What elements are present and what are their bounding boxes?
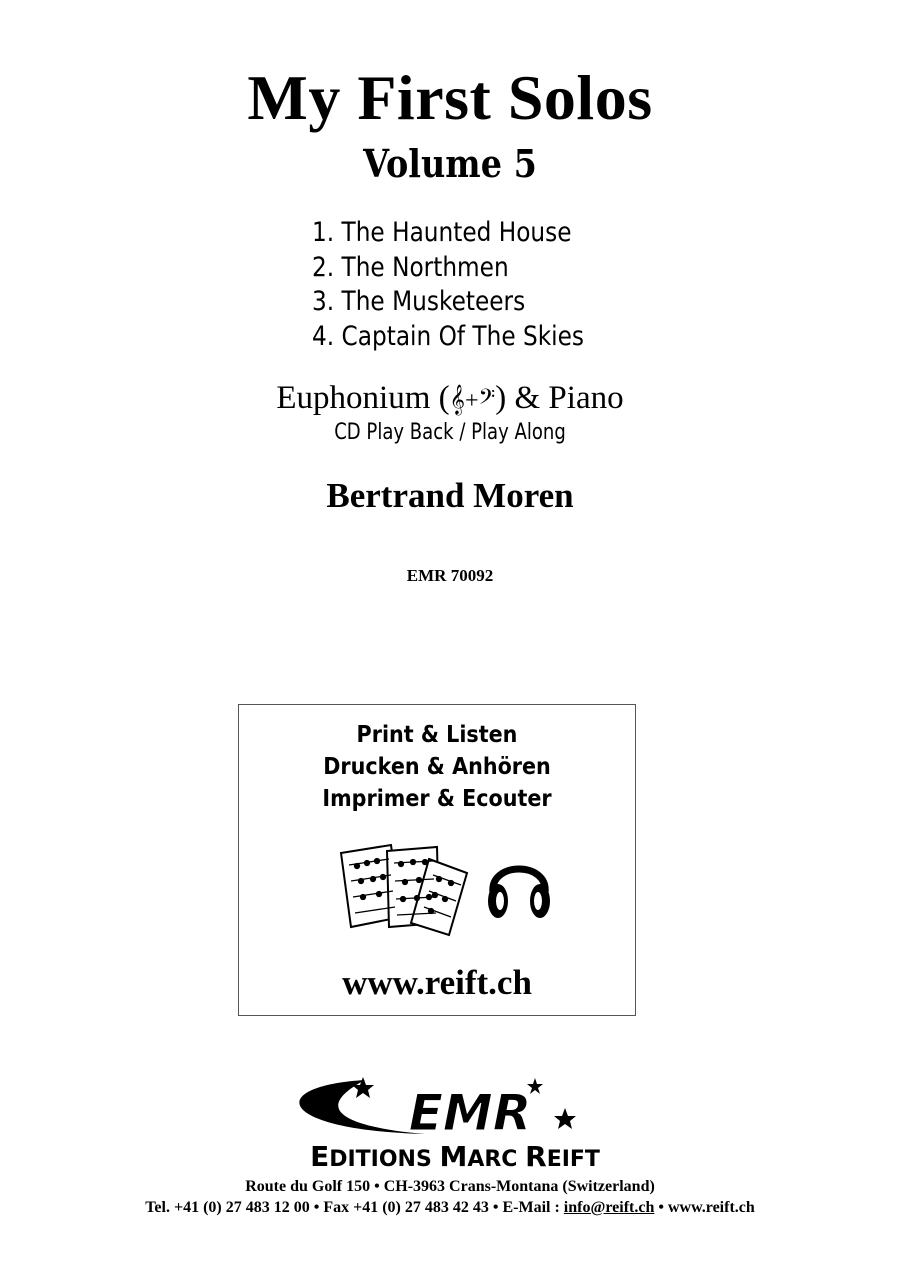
catalog-code: EMR 70092 (406, 566, 494, 585)
list-item: 2. The Northmen (312, 251, 509, 283)
piece-list (312, 216, 584, 354)
instrumentation-line (0, 378, 900, 421)
logo-wordmark: EMR (408, 1084, 532, 1142)
sheet-music-icon (339, 837, 469, 937)
email-link[interactable]: info@reift.ch (563, 1199, 655, 1216)
contact-phone-fax: Tel. +41 (0) 27 483 12 00 • Fax +41 (0) 27 483 42 43 • E-Mail : (145, 1199, 564, 1216)
volume-subtitle: Volume 5 (363, 141, 537, 186)
print-listen-text (259, 719, 615, 815)
publisher-name-part: E (310, 1140, 330, 1172)
print-listen-line: Print & Listen (356, 722, 518, 748)
publisher-contact (0, 1197, 900, 1219)
publisher-name-part: EIFT (546, 1147, 600, 1172)
instrumentation-prefix: Euphonium ( (276, 380, 450, 416)
publisher-name-part: ARC (467, 1147, 526, 1172)
instrumentation-suffix: ) & Piano (495, 380, 624, 416)
print-listen-line: Drucken & Anhören (323, 754, 551, 780)
bass-clef-icon: 𝄢 (478, 385, 496, 415)
publisher-name-part: M (439, 1140, 468, 1172)
list-item: 3. The Musketeers (312, 286, 526, 317)
publisher-name-part: R (525, 1140, 547, 1172)
publisher-name (310, 1140, 600, 1172)
box-website: www.reift.ch (342, 963, 532, 1002)
contact-website: • www.reift.ch (654, 1199, 755, 1216)
page-title: My First Solos (247, 62, 653, 133)
composer-name: Bertrand Moren (326, 476, 574, 515)
plus-sign: + (465, 388, 479, 414)
list-item: 1. The Haunted House (312, 217, 572, 248)
print-listen-box (238, 704, 636, 1016)
publisher-address: Route du Golf 150 • CH-3963 Crans-Montana (Switzerland) (245, 1178, 655, 1195)
cd-line: CD Play Back / Play Along (334, 420, 566, 445)
publisher-name-part: DITIONS (329, 1147, 440, 1172)
list-item: 4. Captain Of The Skies (312, 320, 585, 352)
treble-clef-icon: 𝄞 (449, 385, 465, 415)
publisher-logo (235, 1072, 675, 1172)
headphones-icon (485, 847, 553, 923)
print-listen-line: Imprimer & Ecouter (322, 786, 552, 812)
